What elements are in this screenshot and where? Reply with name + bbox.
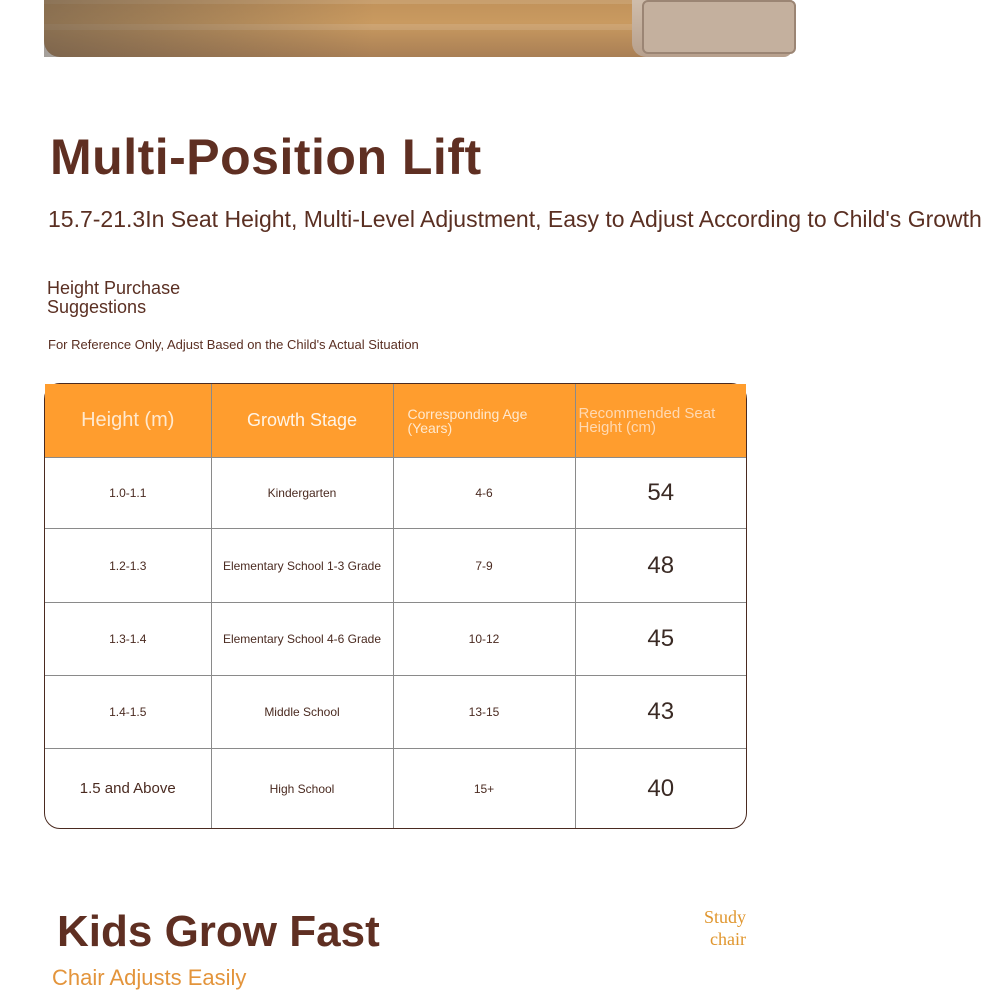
cell-seat-height: 45	[575, 603, 746, 676]
brand-line-1: Study	[703, 907, 746, 927]
cell-seat-height: 54	[575, 458, 746, 529]
cell-age: 10-12	[393, 603, 575, 676]
header-seat-height: Recommended Seat Height (cm)	[575, 384, 746, 458]
page-subtitle: 15.7-21.3In Seat Height, Multi-Level Adjustment, Easy to Adjust According to Child's Growth	[48, 206, 982, 232]
brand-line-2: chair	[710, 929, 746, 949]
table-header-row	[45, 384, 746, 458]
header-height: Height (m)	[45, 384, 211, 458]
cell-height: 1.3-1.4	[45, 603, 211, 676]
suggestion-title: Height Purchase Suggestions	[47, 278, 181, 317]
chair-foot	[642, 0, 796, 54]
suggestion-note: For Reference Only, Adjust Based on the Child's Actual Situation	[48, 337, 419, 352]
cell-stage: Elementary School 4-6 Grade	[211, 603, 393, 676]
cell-stage: Middle School	[211, 676, 393, 749]
header-age: Corresponding Age (Years)	[393, 384, 575, 458]
cell-height: 1.0-1.1	[45, 458, 211, 529]
photo-shadow	[44, 0, 374, 57]
cell-stage: Kindergarten	[211, 458, 393, 529]
cell-height: 1.4-1.5	[45, 676, 211, 749]
cell-age: 13-15	[393, 676, 575, 749]
cell-age: 7-9	[393, 529, 575, 603]
cell-seat-height: 48	[575, 529, 746, 603]
cell-stage: High School	[211, 749, 393, 828]
brand-mark	[704, 906, 746, 950]
height-table	[44, 383, 747, 829]
cell-seat-height: 40	[575, 749, 746, 828]
table-row	[45, 749, 746, 828]
section-subtitle: Chair Adjusts Easily	[52, 965, 247, 990]
table-row	[45, 676, 746, 749]
cell-stage: Elementary School 1-3 Grade	[211, 529, 393, 603]
cell-age: 15+	[393, 749, 575, 828]
page-title: Multi-Position Lift	[50, 129, 482, 185]
table-row	[45, 458, 746, 529]
cell-age: 4-6	[393, 458, 575, 529]
cell-height: 1.5 and Above	[45, 749, 211, 828]
cell-height: 1.2-1.3	[45, 529, 211, 603]
table-row	[45, 529, 746, 603]
header-growth-stage: Growth Stage	[211, 384, 393, 458]
section-title: Kids Grow Fast	[57, 907, 380, 956]
cell-seat-height: 43	[575, 676, 746, 749]
product-photo	[44, 0, 747, 57]
table-row	[45, 603, 746, 676]
